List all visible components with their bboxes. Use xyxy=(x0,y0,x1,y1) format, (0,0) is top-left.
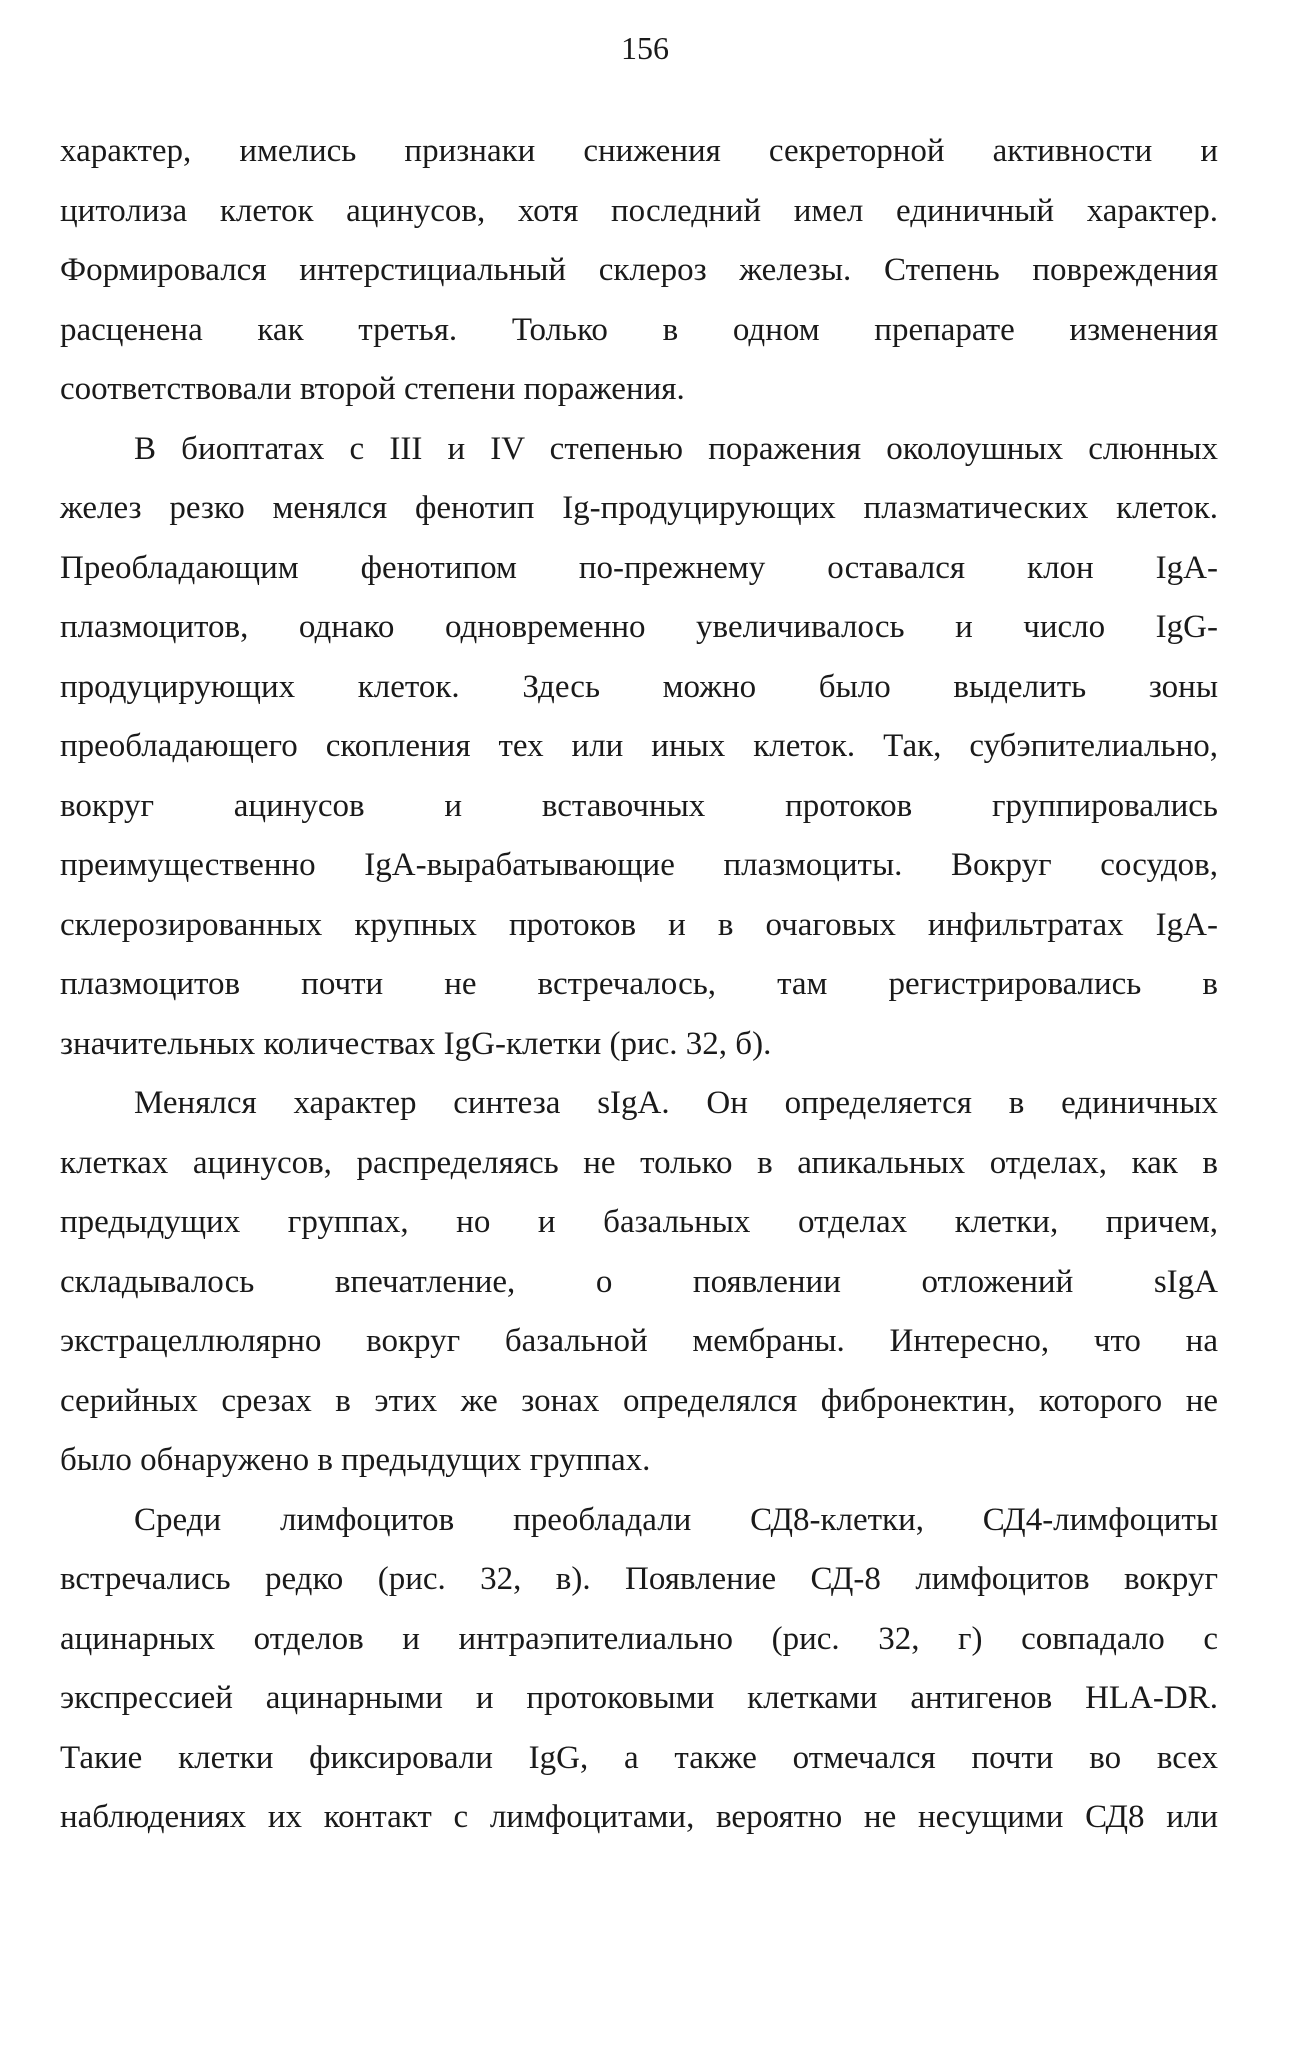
text-line: плазмоцитов почти не встречалось, там регистрировались в xyxy=(60,966,1218,1002)
text-line: значительных количествах IgG-клетки (рис. 32, б). xyxy=(60,1025,772,1062)
text-line: В биоптатах с III и IV степенью поражения околоушных слюнных xyxy=(134,430,1218,467)
text-line: Среди лимфоцитов преобладали СД8-клетки, СД4-лимфоциты xyxy=(134,1501,1218,1538)
body-text xyxy=(60,122,1218,1848)
text-line: встречались редко (рис. 32, в). Появление СД-8 лимфоцитов вокруг xyxy=(60,1561,1218,1597)
paragraph-1 xyxy=(60,122,1218,420)
text-line: серийных срезах в этих же зонах определялся фибронектин, которого не xyxy=(60,1382,1218,1419)
text-line: клетках ацинусов, распределяясь не только в апикальных отделах, как в xyxy=(60,1144,1218,1181)
text-line: экспрессией ацинарными и протоковыми клетками антигенов HLA-DR. xyxy=(60,1680,1218,1716)
text-line: преобладающего скопления тех или иных клеток. Так, субэпителиально, xyxy=(60,728,1218,764)
paragraph-4 xyxy=(60,1491,1218,1848)
text-line: наблюдениях их контакт с лимфоцитами, вероятно не несущими СД8 или xyxy=(60,1799,1218,1835)
text-line: склерозированных крупных протоков и в очаговых инфильтратах IgA- xyxy=(60,906,1218,943)
text-line: Менялся характер синтеза sIgA. Он определяется в единичных xyxy=(134,1085,1218,1121)
text-line: плазмоцитов, однако одновременно увеличивалось и число IgG- xyxy=(60,609,1218,645)
text-line: соответствовали второй степени поражения. xyxy=(60,371,685,407)
paragraph-2 xyxy=(60,420,1218,1075)
text-line: желез резко менялся фенотип Ig-продуцирующих плазматических клеток. xyxy=(60,490,1218,526)
text-line: цитолиза клеток ацинусов, хотя последний имел единичный характер. xyxy=(60,192,1218,229)
paragraph-3 xyxy=(60,1074,1218,1491)
text-line: складывалось впечатление, о появлении отложений sIgA xyxy=(60,1263,1218,1300)
text-line: Такие клетки фиксировали IgG, а также отмечался почти во всех xyxy=(60,1739,1218,1776)
text-line: преимущественно IgA-вырабатывающие плазмоциты. Вокруг сосудов, xyxy=(60,847,1218,883)
text-line: расценена как третья. Только в одном препарате изменения xyxy=(60,311,1218,348)
text-line: Преобладающим фенотипом по-прежнему оставался клон IgA- xyxy=(60,549,1218,586)
page-number: 156 xyxy=(621,30,669,66)
text-line: экстрацеллюлярно вокруг базальной мембраны. Интересно, что на xyxy=(60,1323,1218,1359)
text-line: характер, имелись признаки снижения секреторной активности и xyxy=(60,133,1218,169)
text-line: было обнаружено в предыдущих группах. xyxy=(60,1442,651,1478)
text-line: Формировался интерстициальный склероз железы. Степень повреждения xyxy=(60,252,1218,288)
text-line: вокруг ацинусов и вставочных протоков группировались xyxy=(60,787,1218,824)
text-line: ацинарных отделов и интраэпителиально (рис. 32, г) совпадало с xyxy=(60,1620,1218,1657)
text-line: предыдущих группах, но и базальных отделах клетки, причем, xyxy=(60,1204,1218,1240)
text-line: продуцирующих клеток. Здесь можно было выделить зоны xyxy=(60,668,1218,705)
